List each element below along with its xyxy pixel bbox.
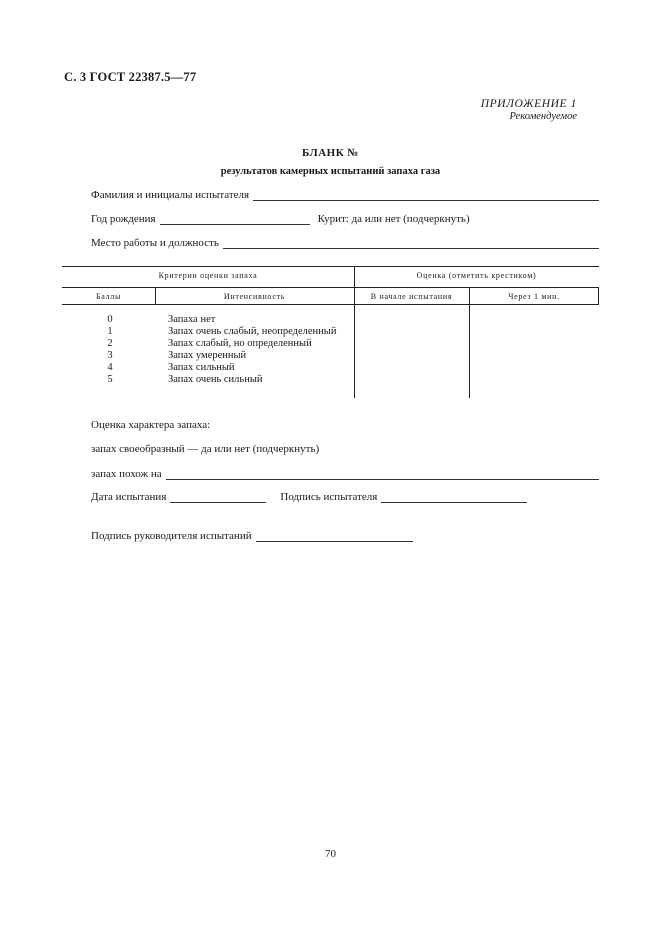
character-label: Оценка характера запаха:	[91, 419, 211, 431]
table-row-score: 1	[107, 326, 113, 337]
table-col-scores: Баллы	[95, 292, 122, 301]
surname-field	[91, 188, 599, 201]
test-date-label: Дата испытания	[91, 491, 167, 503]
head-signature-blank[interactable]	[256, 529, 413, 542]
table-group-separator	[354, 266, 355, 398]
workplace-label: Место работы и должность	[91, 237, 219, 249]
table-row-score: 4	[107, 362, 113, 373]
surname-label: Фамилия и инициалы испытателя	[91, 189, 250, 201]
birth-year-blank[interactable]	[160, 212, 310, 225]
surname-blank[interactable]	[253, 188, 599, 201]
table-col-separator-3	[469, 287, 470, 398]
distinctive-question: запах своеобразный — да или нет (подчеркнуть)	[91, 443, 320, 455]
similar-label: запах похож на	[91, 468, 162, 480]
table-row-score: 5	[107, 374, 113, 385]
appendix-sublabel: Рекомендуемое	[509, 111, 577, 122]
workplace-field	[91, 236, 599, 249]
tester-signature-blank[interactable]	[381, 490, 527, 503]
test-date-blank[interactable]	[170, 490, 266, 503]
head-signature-label: Подпись руководителя испытаний	[91, 530, 252, 542]
assessment-table	[62, 266, 599, 398]
table-row-intensity: Запах умеренный	[168, 350, 247, 361]
form-subtitle: результатов камерных испытаний запаха газа	[220, 166, 441, 177]
table-row-score: 3	[107, 350, 113, 361]
page-number: 70	[325, 848, 336, 860]
appendix-label: ПРИЛОЖЕНИЕ 1	[480, 98, 577, 110]
table-col-intensity: Интенсивность	[223, 292, 286, 301]
workplace-blank[interactable]	[223, 236, 599, 249]
birth-year-field	[91, 212, 599, 225]
tester-signature-label: Подпись испытателя	[280, 491, 378, 503]
table-row-intensity: Запаха нет	[168, 314, 216, 325]
table-row-score: 2	[107, 338, 113, 349]
similar-blank[interactable]	[166, 467, 599, 480]
table-top-border	[62, 266, 599, 267]
table-group-divider	[62, 287, 599, 288]
table-header-divider	[62, 304, 599, 305]
date-signature-field	[91, 490, 551, 503]
similar-field	[91, 467, 599, 480]
table-group-assessment: Оценка (отметить крестиком)	[416, 271, 537, 280]
table-row-score: 0	[107, 314, 113, 325]
table-row-intensity: Запах очень сильный	[168, 374, 263, 385]
table-row-intensity: Запах сильный	[168, 362, 235, 373]
table-col-start: В начале испытания	[370, 292, 453, 301]
form-title: БЛАНК №	[302, 147, 359, 159]
head-signature-field	[91, 529, 431, 542]
table-row-intensity: Запах очень слабый, неопределенный	[168, 326, 337, 337]
table-row-intensity: Запах слабый, но определенный	[168, 338, 312, 349]
smokes-label: Курит: да или нет (подчеркнуть)	[317, 213, 470, 225]
birth-year-label: Год рождения	[91, 213, 156, 225]
document-reference: С. 3 ГОСТ 22387.5—77	[64, 70, 197, 84]
table-col-after: Через 1 мин.	[508, 292, 560, 301]
table-group-criteria: Критерии оценки запаха	[158, 271, 258, 280]
